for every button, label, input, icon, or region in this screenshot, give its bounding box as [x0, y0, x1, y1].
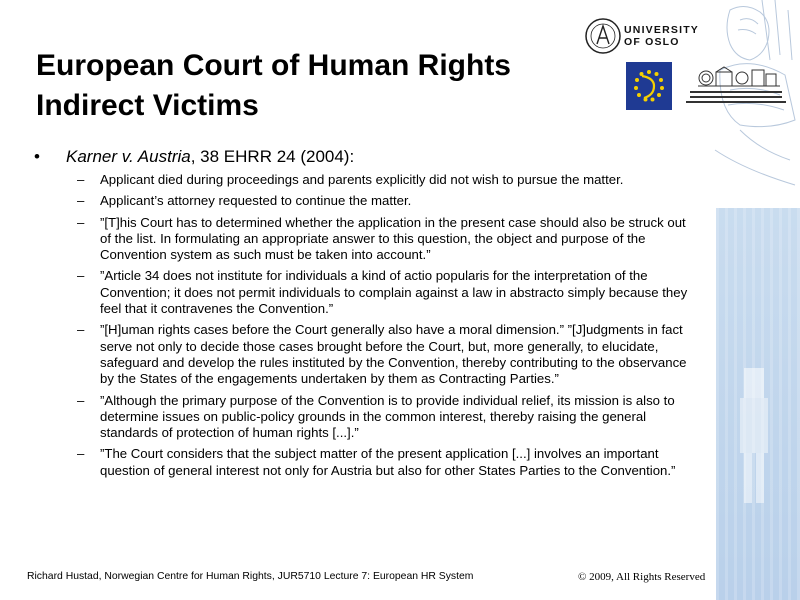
dash-marker: –: [77, 172, 85, 187]
main-bullet: [34, 146, 704, 168]
slide-body: [34, 146, 704, 484]
title-line2: Indirect Victims: [36, 89, 259, 122]
case-reference: , 38 EHRR 24 (2004):: [190, 147, 355, 166]
sub-bullet-text: ”Although the primary purpose of the Convention is to provide individual relief, its mission is also to determine issues on public-policy grounds in the common interest, thereby raising the general standards of protection of human rights [...].”: [100, 392, 675, 441]
dash-marker: –: [77, 214, 85, 230]
sub-bullet: [77, 393, 704, 442]
dash-marker: –: [77, 392, 85, 408]
university-line2: OF OSLO: [624, 36, 680, 48]
statue-silhouette-icon: [716, 208, 800, 600]
sub-bullet-text: ”The Court considers that the subject matter of the present application [...] involves an important question of general interest not only for Austria but also for other States Parties to the Convention.”: [100, 446, 676, 478]
sub-bullet-text: ”[H]uman rights cases before the Court generally also have a moral dimension.” ”[J]udgments in fact serve not only to decide those cases brought before the Court, but, more generally, to elucidate, safeguard and develop the rules instituted by the Convention, thereby contributing to the observance by the States of the engagements undertaken by them as Contracting Parties.”: [100, 322, 687, 387]
dash-marker: –: [77, 322, 85, 338]
sub-bullet: [77, 322, 704, 387]
dash-marker: –: [77, 446, 85, 462]
slide-title: [36, 46, 616, 126]
decorative-side-panel: [716, 208, 800, 600]
sub-bullet: [77, 215, 704, 264]
sub-bullet: [77, 172, 704, 188]
bullet-marker: •: [34, 147, 40, 166]
title-line1: European Court of Human Rights: [36, 49, 511, 82]
sub-bullet-list: [34, 172, 704, 479]
university-name: [624, 24, 699, 48]
sub-bullet-text: ”Article 34 does not institute for individuals a kind of actio popularis for the interpretation of the Convention; it does not permit individuals to complain against a law in abstracto simply because they feel that it contravenes the Convention.”: [100, 268, 688, 317]
dash-marker: –: [77, 193, 85, 209]
sub-bullet-text: Applicant died during proceedings and parents explicitly did not wish to pursue the matter.: [100, 172, 624, 187]
university-line1: UNIVERSITY: [624, 24, 700, 36]
footer-copyright: © 2009, All Rights Reserved: [578, 571, 706, 583]
sub-bullet-text: Applicant’s attorney requested to continue the matter.: [100, 193, 412, 209]
case-citation: [66, 146, 354, 168]
sub-bullet-text: ”[T]his Court has to determined whether the application in the present case should also be struck out of the list. In formulating an appropriate answer to this question, the object and purpose of the Convention system as such must be taken into account.”: [100, 214, 686, 263]
footer-author: Richard Hustad, Norwegian Centre for Human Rights, JUR5710 Lecture 7: European HR System: [27, 571, 474, 582]
council-of-europe-flag-icon: [626, 62, 672, 110]
european-court-building-icon: [684, 64, 788, 106]
sub-bullet: [77, 446, 704, 479]
sub-bullet: [77, 193, 704, 209]
case-name: Karner v. Austria: [66, 147, 191, 166]
dash-marker: –: [77, 268, 85, 284]
sub-bullet: [77, 268, 704, 317]
